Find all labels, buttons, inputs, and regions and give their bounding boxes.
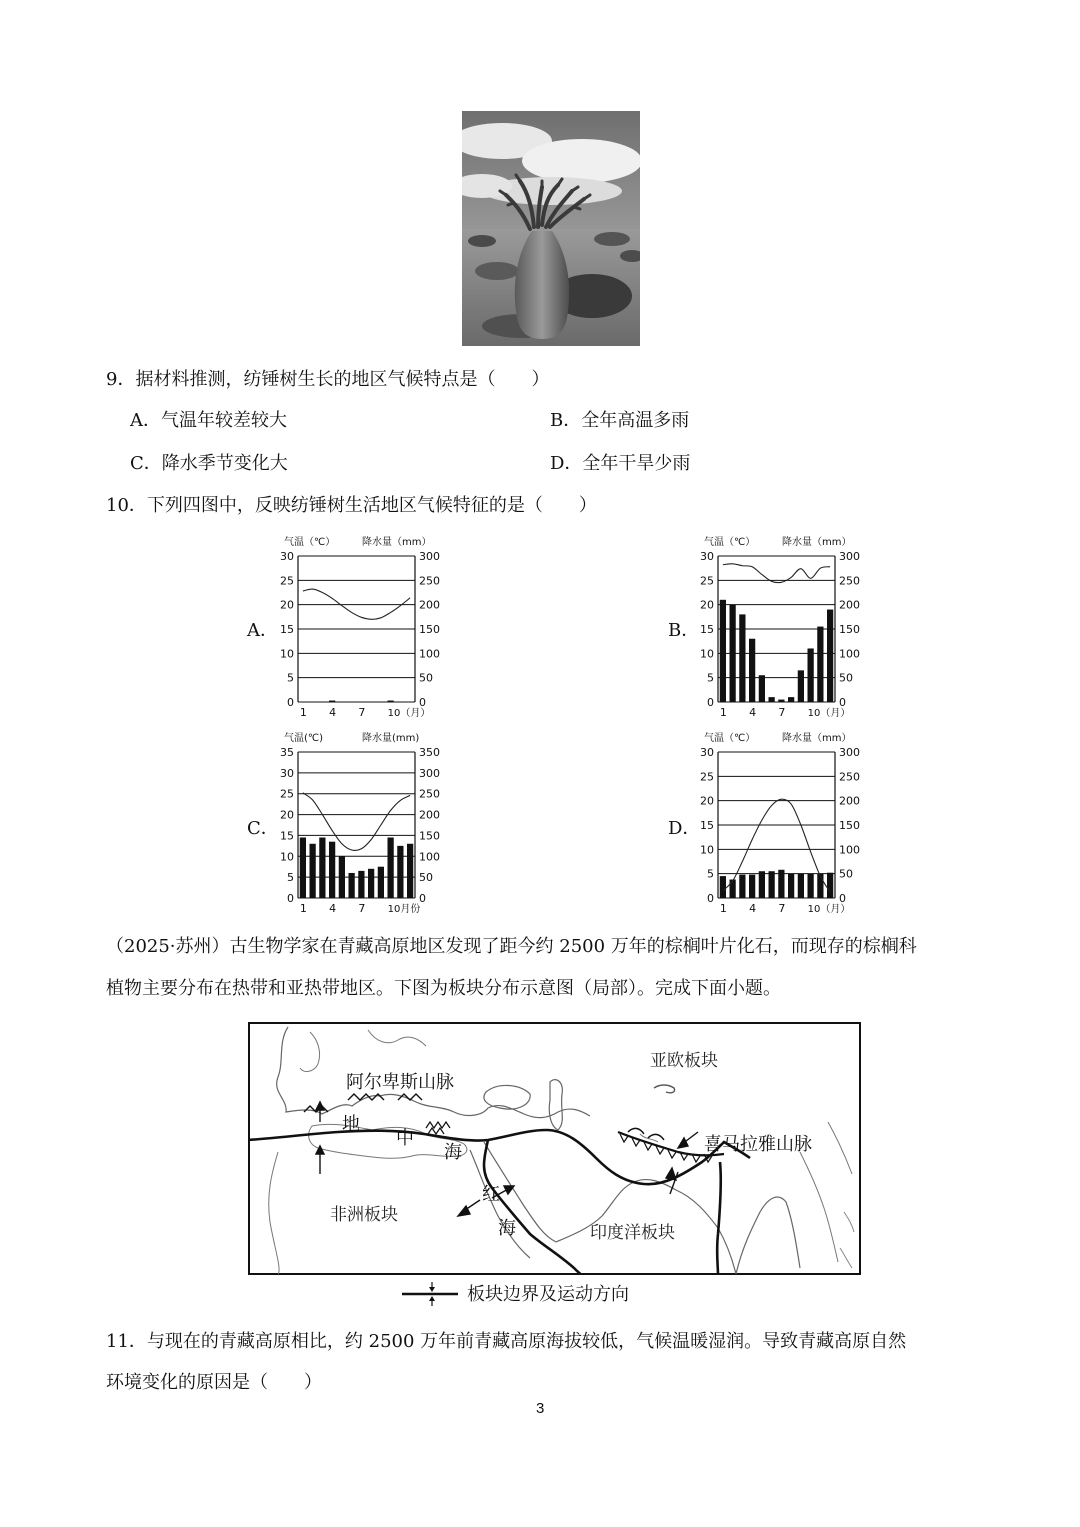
x-tick-label: 4 — [749, 902, 757, 915]
temp-axis-title: 气温（℃） — [284, 537, 336, 548]
legend-label: 板块边界及运动方向 — [467, 1284, 629, 1305]
temp-tick-label: 30 — [700, 550, 714, 563]
q11-line-1: 11．与现在的青藏高原相比，约 2500 万年前青藏高原海拔较低，气候温暖湿润。导致青藏高原自然 — [106, 1331, 907, 1352]
precip-bar — [798, 874, 804, 898]
temp-tick-label: 15 — [280, 829, 294, 843]
precip-bar — [319, 838, 325, 898]
precip-tick-label: 300 — [839, 746, 860, 759]
precip-tick-label: 350 — [419, 746, 440, 759]
q9-option-d[interactable]: D．全年干旱少雨 — [550, 453, 691, 474]
temp-tick-label: 20 — [280, 808, 294, 822]
x-tick-label: 10月份 — [387, 904, 421, 915]
temp-tick-label: 5 — [707, 867, 714, 881]
temp-tick-label: 0 — [287, 696, 294, 709]
precip-tick-label: 0 — [839, 696, 846, 709]
q11-line-2: 环境变化的原因是（ ） — [106, 1372, 322, 1393]
q10-option-c-letter[interactable]: C． — [247, 818, 279, 839]
page-number: 3 — [536, 1400, 545, 1417]
precip-tick-label: 250 — [419, 574, 440, 588]
precip-tick-label: 200 — [839, 794, 860, 808]
label-med-zhong: 中 — [396, 1128, 414, 1149]
temp-tick-label: 10 — [280, 850, 294, 864]
label-red-hai: 海 — [498, 1218, 516, 1239]
precip-bar — [329, 842, 335, 898]
climate-chart-c[interactable] — [270, 728, 450, 918]
label-indian: 印度洋板块 — [590, 1223, 675, 1243]
temp-tick-label: 10 — [700, 647, 714, 661]
precip-tick-label: 100 — [419, 647, 440, 661]
legend-symbol — [400, 1280, 460, 1308]
precip-bar — [778, 700, 784, 702]
precip-bar — [788, 874, 794, 898]
precip-tick-label: 0 — [419, 892, 426, 905]
passage-line-2: 植物主要分布在热带和亚热带地区。下图为板块分布示意图（局部）。完成下面小题。 — [106, 978, 781, 999]
precip-bar — [730, 605, 736, 702]
bottle-tree-illustration — [462, 111, 640, 346]
precip-bar — [407, 844, 413, 898]
precip-tick-label: 200 — [419, 808, 440, 822]
climate-chart-d[interactable] — [690, 728, 870, 918]
temp-tick-label: 30 — [700, 746, 714, 759]
precip-tick-label: 100 — [839, 843, 860, 857]
label-med-di: 地 — [342, 1114, 360, 1135]
precip-tick-label: 300 — [419, 550, 440, 563]
plate-map — [248, 1022, 861, 1275]
x-tick-label: 1 — [299, 706, 307, 719]
precip-bar — [769, 871, 775, 898]
precip-bar — [798, 670, 804, 702]
precip-bar — [778, 870, 784, 898]
temp-tick-label: 0 — [287, 892, 294, 905]
precip-tick-label: 250 — [839, 574, 860, 588]
precip-bar — [339, 856, 345, 898]
precip-bar — [730, 880, 736, 898]
precip-bar — [368, 869, 374, 898]
temp-tick-label: 25 — [700, 574, 714, 588]
x-tick-label: 10（月） — [387, 708, 431, 719]
temp-tick-label: 30 — [280, 550, 294, 563]
x-tick-label: 7 — [778, 706, 786, 719]
precip-bar — [749, 639, 755, 702]
q9-option-b[interactable]: B．全年高温多雨 — [550, 410, 690, 431]
temp-axis-title: 气温(℃) — [284, 733, 324, 744]
temp-tick-label: 0 — [707, 892, 714, 905]
q9-option-a[interactable]: A．气温年较差较大 — [130, 410, 287, 431]
precip-tick-label: 250 — [839, 770, 860, 784]
precip-tick-label: 300 — [839, 550, 860, 563]
x-tick-label: 7 — [358, 902, 366, 915]
x-tick-label: 7 — [778, 902, 786, 915]
precip-bar — [378, 867, 384, 898]
precip-bar — [397, 846, 403, 898]
temp-tick-label: 25 — [700, 770, 714, 784]
q10-option-d-letter[interactable]: D． — [668, 818, 701, 839]
temp-tick-label: 5 — [707, 671, 714, 685]
precip-bar — [739, 875, 745, 898]
q9-stem: 9．据材料推测，纺锤树生长的地区气候特点是（ ） — [106, 369, 550, 390]
precip-bar — [808, 648, 814, 702]
precip-axis-title: 降水量（mm） — [362, 537, 432, 548]
precip-tick-label: 200 — [839, 598, 860, 612]
temp-tick-label: 20 — [280, 598, 294, 612]
temp-axis-title: 气温（℃） — [704, 733, 756, 744]
temp-tick-label: 25 — [280, 574, 294, 588]
precip-bar — [769, 697, 775, 702]
temp-tick-label: 30 — [280, 766, 294, 780]
temp-tick-label: 15 — [280, 623, 294, 636]
x-tick-label: 4 — [749, 706, 757, 719]
temp-tick-label: 20 — [700, 794, 714, 808]
temperature-line — [723, 564, 830, 583]
temp-tick-label: 35 — [280, 746, 294, 759]
x-tick-label: 1 — [299, 902, 307, 915]
x-tick-label: 1 — [719, 706, 727, 719]
temperature-line — [723, 799, 830, 892]
precip-bar — [310, 844, 316, 898]
precip-tick-label: 0 — [419, 696, 426, 709]
precip-bar — [388, 701, 394, 702]
precip-bar — [300, 838, 306, 898]
temp-tick-label: 25 — [280, 787, 294, 801]
x-tick-label: 7 — [358, 706, 366, 719]
x-tick-label: 10（月） — [807, 708, 851, 719]
precip-bar — [329, 701, 335, 702]
precip-bar — [720, 876, 726, 898]
precip-tick-label: 300 — [419, 766, 440, 780]
label-med-hai: 海 — [444, 1142, 462, 1163]
label-alps: 阿尔卑斯山脉 — [346, 1072, 454, 1093]
precip-tick-label: 0 — [839, 892, 846, 905]
temperature-line — [303, 793, 410, 851]
q9-option-c[interactable]: C．降水季节变化大 — [130, 453, 288, 474]
precip-bar — [739, 614, 745, 702]
precip-bar — [827, 873, 833, 898]
temp-tick-label: 5 — [287, 671, 294, 685]
x-tick-label: 4 — [329, 902, 337, 915]
precip-tick-label: 100 — [839, 647, 860, 661]
label-africa: 非洲板块 — [330, 1205, 398, 1225]
precip-tick-label: 150 — [839, 819, 860, 832]
q10-option-a-letter[interactable]: A． — [247, 620, 278, 641]
temp-axis-title: 气温（℃） — [704, 537, 756, 548]
precip-bar — [388, 838, 394, 898]
climate-chart-b[interactable] — [690, 532, 870, 722]
precip-tick-label: 50 — [839, 867, 853, 881]
label-red-hong: 红 — [482, 1184, 500, 1205]
climate-chart-a[interactable] — [270, 532, 450, 722]
precip-bar — [827, 610, 833, 702]
x-tick-label: 10（月） — [807, 904, 851, 915]
precip-axis-title: 降水量（mm） — [782, 537, 852, 548]
precip-tick-label: 150 — [419, 623, 440, 636]
temp-tick-label: 10 — [700, 843, 714, 857]
precip-bar — [749, 875, 755, 898]
precip-bar — [817, 627, 823, 702]
precip-bar — [358, 871, 364, 898]
precip-tick-label: 50 — [419, 671, 433, 685]
precip-tick-label: 200 — [419, 598, 440, 612]
precip-axis-title: 降水量(mm) — [362, 733, 420, 744]
x-tick-label: 4 — [329, 706, 337, 719]
temp-tick-label: 5 — [287, 871, 294, 885]
x-tick-label: 1 — [719, 902, 727, 915]
passage-line-1: （2025·苏州）古生物学家在青藏高原地区发现了距今约 2500 万年的棕榈叶片化石，而现存的棕榈科 — [106, 936, 917, 957]
precip-tick-label: 150 — [419, 829, 440, 843]
temp-tick-label: 20 — [700, 598, 714, 612]
temp-tick-label: 15 — [700, 819, 714, 832]
precip-bar — [349, 873, 355, 898]
precip-bar — [759, 871, 765, 898]
q10-option-b-letter[interactable]: B． — [668, 620, 700, 641]
label-himalaya: 喜马拉雅山脉 — [704, 1134, 812, 1155]
precip-tick-label: 100 — [419, 850, 440, 864]
precip-bar — [788, 697, 794, 702]
q10-stem: 10．下列四图中，反映纺锤树生活地区气候特征的是（ ） — [106, 495, 597, 516]
temp-tick-label: 0 — [707, 696, 714, 709]
precip-bar — [808, 874, 814, 898]
precip-tick-label: 250 — [419, 787, 440, 801]
label-eurasia: 亚欧板块 — [650, 1051, 718, 1071]
precip-tick-label: 50 — [839, 671, 853, 685]
precip-tick-label: 50 — [419, 871, 433, 885]
precip-axis-title: 降水量（mm） — [782, 733, 852, 744]
precip-bar — [720, 600, 726, 702]
precip-tick-label: 150 — [839, 623, 860, 636]
temp-tick-label: 15 — [700, 623, 714, 636]
bottle-tree-photo — [462, 111, 640, 346]
precip-bar — [759, 675, 765, 702]
temp-tick-label: 10 — [280, 647, 294, 661]
